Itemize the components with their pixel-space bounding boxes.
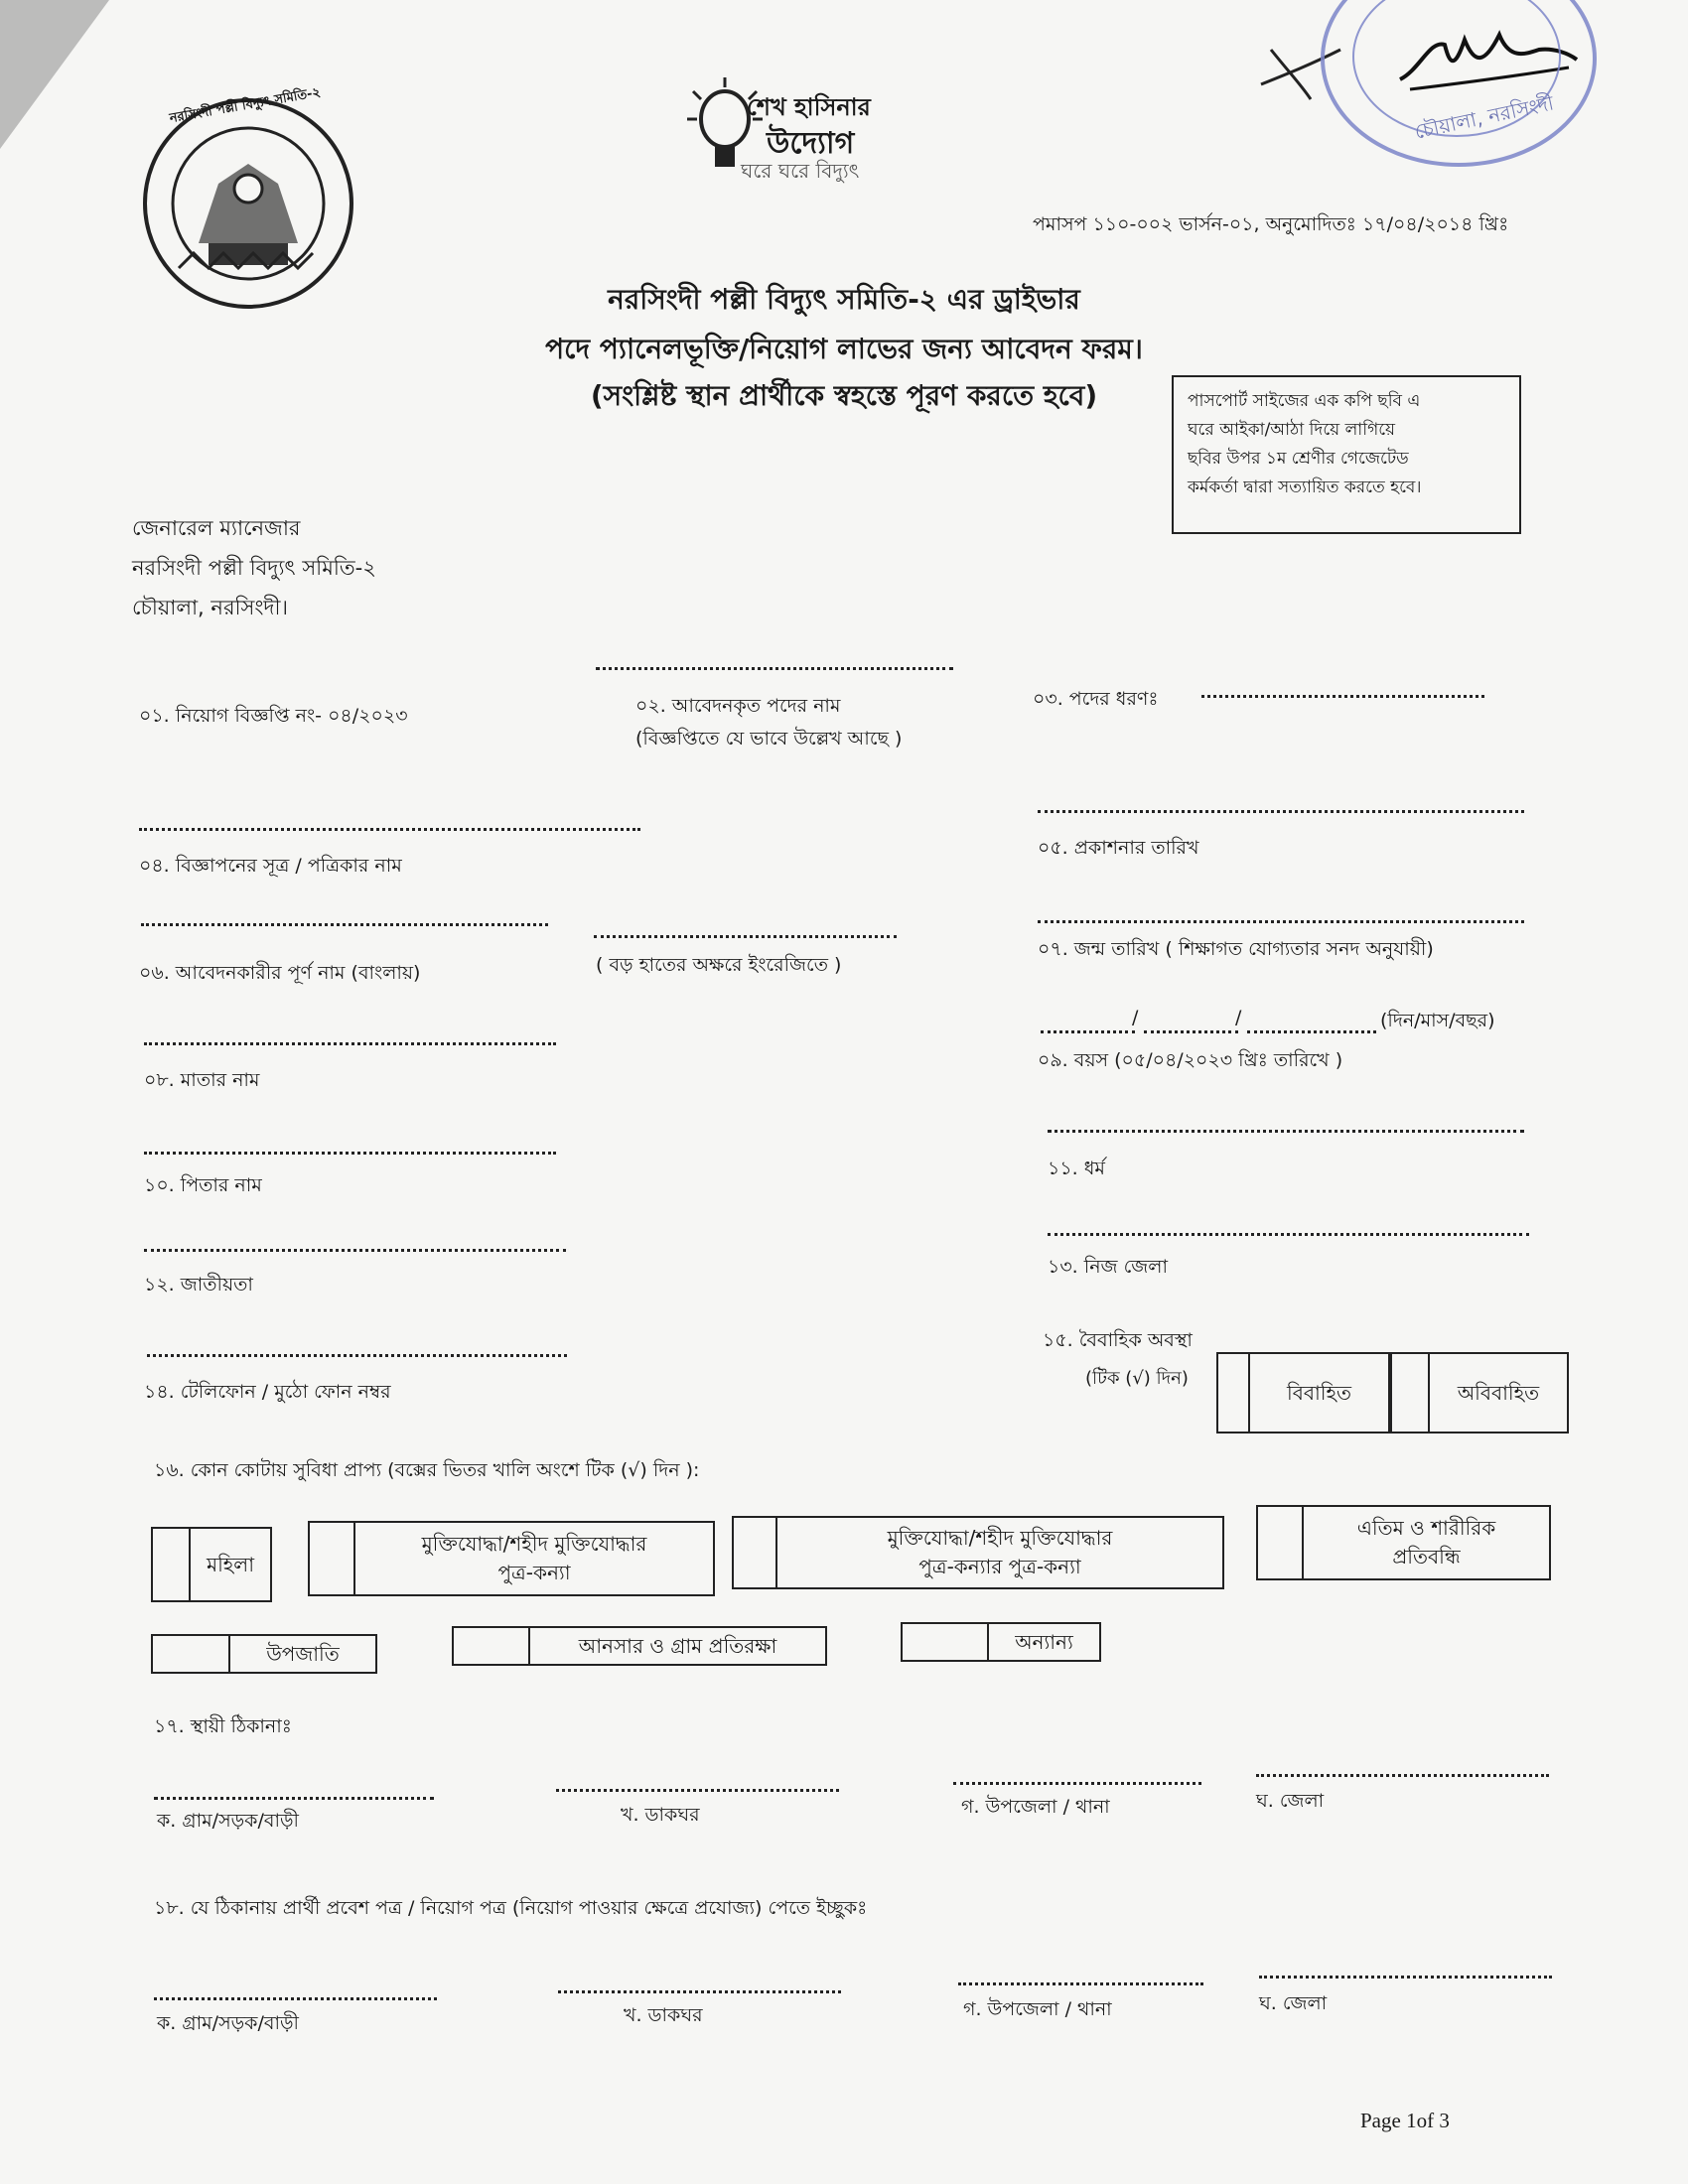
field-08-input[interactable] [144,1152,556,1155]
mailing-village-input[interactable] [154,1997,437,2000]
form-title-line2: পদে প্যানেলভূক্তি/নিয়োগ লাভের জন্য আবেদন ফরম। [545,333,1143,365]
marital-married-box [1216,1352,1390,1433]
field-06-label: ০৬. আবেদনকারীর পূর্ণ নাম (বাংলায়) [139,962,421,984]
field-06-english-input[interactable] [594,935,897,938]
dob-year-input[interactable] [1247,1030,1376,1033]
quota-women-box [151,1527,272,1602]
permanent-upazila-label: গ. উপজেলা / থানা [961,1796,1110,1818]
seal-stamp-text: চৌয়ালা, নরসিংদী [1412,90,1556,144]
field-02-label: ০২. আবেদনকৃত পদের নাম [635,695,841,717]
field-12-label: ১২. জাতীয়তা [144,1274,253,1296]
marital-unmarried-checkbox[interactable] [1392,1354,1428,1432]
quota-freedom-fighter-grandchild-checkbox[interactable] [734,1518,775,1587]
quota-freedom-fighter-child-line2: পুত্র-কন্যা [497,1561,571,1584]
permanent-district-label: ঘ. জেলা [1256,1790,1325,1812]
quota-freedom-fighter-child-text [353,1523,713,1594]
marital-unmarried-box [1390,1352,1569,1433]
field-13-label: ১৩. নিজ জেলা [1048,1256,1168,1278]
field-15-note: (টিক (√) দিন) [1085,1368,1189,1389]
form-title-line3: (সংশ্লিষ্ট স্থান প্রার্থীকে স্বহস্তে পূরণ করতে হবে) [590,379,1098,412]
page-number: Page 1of 3 [1360,2109,1450,2132]
field-12-input[interactable] [147,1354,567,1357]
permanent-district-input[interactable] [1256,1774,1549,1777]
photo-instruction-1: পাসপোর্ট সাইজের এক কপি ছবি এ [1188,391,1421,411]
quota-heading: ১৬. কোন কোটায় সুবিধা প্রাপ্য (বক্সের ভিতর খালি অংশে টিক (√) দিন ): [154,1459,700,1481]
field-03-label: ০৩. পদের ধরণঃ [1033,688,1159,710]
field-02-note: (বিজ্ঞপ্তিতে যে ভাবে উল্লেখ আছে ) [635,728,903,750]
quota-freedom-fighter-grandchild-line1: মুক্তিযোদ্ধা/শহীদ মুক্তিযোদ্ধার [887,1526,1113,1550]
mailing-address-heading: ১৮. যে ঠিকানায় প্রার্থী প্রবেশ পত্র / নিয়োগ পত্র (নিয়োগ পাওয়ার ক্ষেত্রে প্রযোজ্য) পেতে ইচ্ছুকঃ [154,1897,868,1919]
quota-women-checkbox[interactable] [153,1529,189,1600]
field-01-label: ০১. নিয়োগ বিজ্ঞপ্তি নং- ০৪/২০২৩ [139,705,408,727]
field-04-input[interactable] [139,828,640,831]
page-fold-shadow [0,0,109,149]
mailing-district-input[interactable] [1259,1976,1552,1979]
mailing-post-label: খ. ডাকঘর [624,2004,703,2026]
field-08-label: ০৮. মাতার নাম [144,1069,260,1091]
seal-stamp [1321,0,1597,167]
quota-orphan-disabled-box [1256,1505,1551,1580]
permanent-village-input[interactable] [154,1797,434,1800]
field-11-input[interactable] [1048,1233,1529,1236]
quota-ansar-box [452,1626,827,1666]
quota-freedom-fighter-child-line1: মুক্তিযোদ্ধা/শহীদ মুক্তিযোদ্ধার [421,1532,647,1556]
field-15-label: ১৫. বৈবাহিক অবস্থা [1043,1329,1193,1351]
marital-unmarried-label: অবিবাহিত [1428,1354,1567,1432]
photo-instruction-3: ছবির উপর ১ম শ্রেণীর গেজেটেড [1188,448,1409,469]
marital-married-label: বিবাহিত [1248,1354,1388,1432]
addressee-line1: জেনারেল ম্যানেজার [132,516,301,540]
quota-freedom-fighter-child-box [308,1521,715,1596]
permanent-upazila-input[interactable] [953,1782,1201,1785]
field-14-label: ১৪. টেলিফোন / মুঠো ফোন নম্বর [144,1381,391,1403]
quota-freedom-fighter-grandchild-line2: পুত্র-কন্যার পুত্র-কন্যা [918,1555,1081,1578]
field-03-input[interactable] [1201,695,1484,698]
campaign-logo-line3: ঘরে ঘরে বিদ্যুৎ [741,159,860,183]
permanent-post-label: খ. ডাকঘর [621,1804,700,1826]
organization-logo-text: নরসিংদী পল্লী বিদ্যুৎ সমিতি-২ [168,84,323,127]
field-09-input[interactable] [1048,1130,1524,1133]
mailing-upazila-label: গ. উপজেলা / থানা [963,1998,1112,2020]
permanent-address-heading: ১৭. স্থায়ী ঠিকানাঃ [154,1715,292,1737]
mailing-village-label: ক. গ্রাম/সড়ক/বাড়ী [157,2012,299,2034]
dob-day-input[interactable] [1041,1030,1135,1033]
dob-separator-2: / [1235,1007,1242,1028]
quota-ansar-label: আনসার ও গ্রাম প্রতিরক্ষা [528,1628,825,1664]
permanent-post-input[interactable] [556,1789,839,1792]
quota-tribal-label: উপজাতি [228,1636,375,1672]
form-title-line1: নরসিংদী পল্লী বিদ্যুৎ সমিতি-২ এর ড্রাইভার [608,283,1080,316]
field-06-extra-input[interactable] [144,1042,556,1045]
field-11-label: ১১. ধর্ম [1048,1158,1105,1179]
field-09-label: ০৯. বয়স (০৫/০৪/২০২৩ খ্রিঃ তারিখে ) [1038,1049,1343,1071]
field-06-english-note: ( বড় হাতের অক্ষরে ইংরেজিতে ) [596,954,842,976]
field-05-input[interactable] [1038,810,1524,813]
marital-married-checkbox[interactable] [1218,1354,1248,1432]
field-07-top-input[interactable] [1038,920,1524,923]
field-02-input[interactable] [596,667,953,670]
form-version-code: পমাসপ ১১০-০০২ ভার্সন-০১, অনুমোদিতঃ ১৭/০৪/২০১৪ খ্রিঃ [1033,213,1509,235]
field-10-label: ১০. পিতার নাম [144,1174,262,1196]
mailing-upazila-input[interactable] [958,1982,1203,1985]
quota-orphan-disabled-line2: প্রতিবন্ধি [1392,1545,1461,1569]
dob-format-note: (দিন/মাস/বছর) [1380,1010,1495,1031]
quota-orphan-disabled-checkbox[interactable] [1258,1507,1302,1578]
quota-tribal-checkbox[interactable] [153,1636,228,1672]
mailing-post-input[interactable] [558,1990,841,1993]
quota-other-label: অন্যান্য [987,1624,1099,1660]
campaign-logo [685,71,973,181]
campaign-logo-line2: উদ্যোগ [767,126,855,161]
dob-month-input[interactable] [1144,1030,1238,1033]
quota-other-box [901,1622,1101,1662]
addressee-line3: চৌয়ালা, নরসিংদী। [132,596,288,619]
mailing-district-label: ঘ. জেলা [1259,1992,1328,2014]
dob-separator-1: / [1132,1007,1139,1028]
quota-freedom-fighter-grandchild-box [732,1516,1224,1589]
quota-orphan-disabled-text [1302,1507,1549,1578]
quota-freedom-fighter-child-checkbox[interactable] [310,1523,353,1594]
quota-orphan-disabled-line1: এতিম ও শারীরিক [1356,1516,1496,1540]
quota-freedom-fighter-grandchild-text [775,1518,1222,1587]
field-07-label: ০৭. জন্ম তারিখ ( শিক্ষাগত যোগ্যতার সনদ অনুযায়ী) [1038,938,1434,960]
quota-other-checkbox[interactable] [903,1624,987,1660]
campaign-logo-line1: শেখ হাসিনার [747,93,871,121]
photo-instruction-2: ঘরে আইকা/আঠা দিয়ে লাগিয়ে [1188,419,1396,440]
quota-tribal-box [151,1634,377,1674]
addressee-line2: নরসিংদী পল্লী বিদ্যুৎ সমিতি-২ [132,556,376,580]
field-04-label: ০৪. বিজ্ঞাপনের সূত্র / পত্রিকার নাম [139,855,402,877]
quota-women-label: মহিলা [189,1529,270,1600]
field-05-label: ০৫. প্রকাশনার তারিখ [1038,837,1199,859]
field-06-bangla-input[interactable] [141,923,548,926]
quota-ansar-checkbox[interactable] [454,1628,528,1664]
permanent-village-label: ক. গ্রাম/সড়ক/বাড়ী [157,1810,299,1832]
field-10-input[interactable] [144,1249,566,1252]
photo-attach-box[interactable] [1172,375,1521,534]
photo-instruction-4: কর্মকর্তা দ্বারা সত্যায়িত করতে হবে। [1188,477,1422,497]
